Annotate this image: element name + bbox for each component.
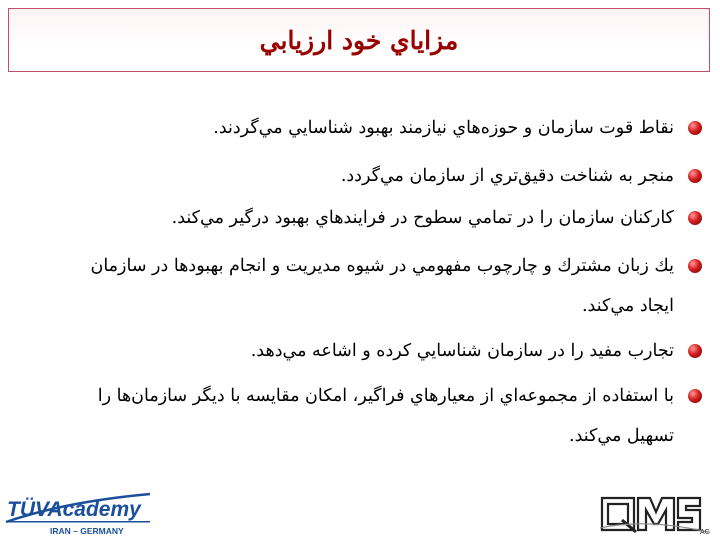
bullet-icon: [688, 121, 702, 135]
tuv-logo-graphic: [4, 488, 154, 536]
qms-logo: [596, 492, 714, 536]
bullet-text: تجارب مفيد را در سازمان شناسايي كرده و اشاعه مي‌دهد.: [250, 341, 674, 361]
qms-logo-graphic: [596, 492, 714, 536]
bullet-item: [14, 376, 702, 456]
tuv-academy-logo: [4, 488, 154, 536]
bullet-icon: [688, 344, 702, 358]
bullet-item: [14, 246, 702, 326]
bullet-icon: [688, 169, 702, 183]
bullet-icon: [688, 259, 702, 273]
bullet-item: [14, 331, 702, 371]
bullet-text: با استفاده از مجموعه‌اي از معيارهاي فراگير، امكان مقايسه با ديگر سازمان‌ها را: [97, 386, 674, 406]
bullet-icon: [688, 211, 702, 225]
svg-text:AG: AG: [700, 529, 711, 536]
svg-text:TÜVAcademy: TÜVAcademy: [7, 498, 141, 521]
bullet-text: نقاط قوت سازمان و حوزه‌هاي نيازمند بهبود شناسايي مي‌گردند.: [213, 118, 674, 138]
bullet-item: [14, 108, 702, 148]
bullet-text: يك زبان مشترك و چارچوب مفهومي در شيوه مديريت و انجام بهبودها در سازمان: [90, 256, 674, 276]
slide-title: مزاياي خود ارزيابي: [259, 25, 459, 55]
bullet-text-continued: ايجاد مي‌كند.: [581, 296, 674, 316]
bullet-item: [14, 198, 702, 238]
bullet-item: [14, 156, 702, 196]
svg-text:IRAN – GERMANY: IRAN – GERMANY: [50, 526, 124, 536]
bullet-text: منجر به شناخت دقيق‌تري از سازمان مي‌گردد.: [340, 166, 674, 186]
bullet-text-continued: تسهيل مي‌كند.: [569, 426, 674, 446]
bullet-text: كاركنان سازمان را در تمامي سطوح در فرايندهاي بهبود درگير مي‌كند.: [171, 208, 674, 228]
bullet-icon: [688, 389, 702, 403]
